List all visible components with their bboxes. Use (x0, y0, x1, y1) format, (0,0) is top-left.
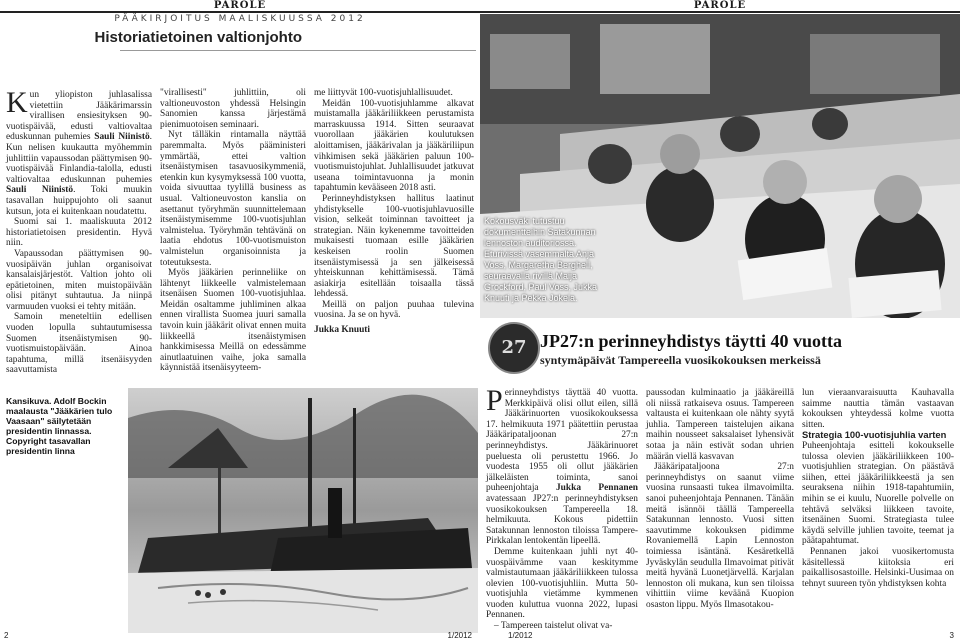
col3-para-4: Meillä on paljon puuhaa tulevina vuosina. Ja se on hyvä. (314, 299, 474, 321)
section-label: PÄÄKIRJOITUS MAALISKUUSSA 2012 (114, 14, 366, 24)
strategy-subheading: Strategia 100-vuotisjuhlia varten (802, 429, 947, 441)
article-col1-text-2: avatessaan JP27:n perinneyhdistyksen vuosikokouksen Tampereella 18. helmikuuta. Kokous pidettiin Satakunnan lennoston tiloissa Tampere-Pirkkalan lentokentän lipeellä. (486, 493, 638, 547)
article-col3-para-2: Puheenjohtaja esitteli kokoukselle tulossa olevien jääkäriliikkeen 100-vuotisjuhlien strategian. On päästävä siihen, ettei jääkäriliikkeestä ja sen seuraksena niihin 1918-tapahtumiin, mihin se ei kuulu, Nuorelle polvelle on tehtävä selväksi liikkeen tavoite, itsenäinen Suomi. Strategiasta tulee käydä selville juhlien tavoite, teemat ja päätapahtumat. (802, 440, 954, 547)
meeting-photo-image (480, 14, 960, 318)
painting-svg (128, 388, 478, 633)
article-title: JP27:n perinneyhdistys täytti 40 vuotta (540, 331, 843, 351)
masthead-left: PAROLE (0, 0, 480, 13)
editorial-col-1 (6, 86, 152, 376)
cover-painting-image (128, 388, 478, 633)
col1-text: un yliopiston juhlasalissa vietettiin Jääkärimarssin virallisen ensiesityksen 90-vuotispäivää, edusti valtiovaltaa eduskunnan puhemies (6, 90, 152, 143)
right-page (480, 0, 960, 643)
col2-para-2: Nyt tälläkin rintamalla näyttää paremmalta. Myös pääministeri ymmärtää, ettei valtion itsenäistymisen tasavuosikymmeniä, etenkin kun kysymyksessä 100 vuotta, voida sivuuttaa tyylillä business as usual. Valtioneuvoston kanslia on asettanut työryhmän suunnittelemaan itsenäistymisemme 100-vuotisjuhlan valmistelua. Työryhmän tehtävänä on laatia ehdotus 100-vuotismuiston valmistelun organisoinnista ja toteutuksesta. (160, 130, 306, 268)
name-niinisto-2: Sauli Niinistö (6, 185, 74, 196)
article-col2-para-1: paussodan kulminaatio ja jääkäreillä oli niissä ratkaiseva osuus. Tampereen valtausta ei kuitenkaan ole nähty syytä juhlia. Tampereen taistelujen aikana maihin nousseet saksalaiset lyhensivät sotaa ja näin estivät sodan uhrien määrän viellä kasvavan (646, 388, 794, 462)
dropcap-p: P (486, 384, 503, 417)
article-col1-text: erinneyhdistys täyttää 40 vuotta. Merkkipäivä olisi ollut eilen, sillä Jääkärinuorten vuosikokouksessa 17. helmikuuta 1971 päätettiin perustaa Jääkäripataljoonan 27:n perinneyhdistys. Jääkärinuoret pueluesta oli perustettu 1966. Jo vuodesta 1955 oli ollut jääkärien jälkeläisten toiminta, sanoi puheenjohtaja (486, 388, 638, 494)
col1-para-4: Samoin meneteltiin edellisen vuoden lopulla suhtautumisessa Suomen itsenäistymisen 90-vuotismuistopäivään. Ainoa tapahtuma, millä itsenäisyyden saavuttamista (6, 312, 152, 376)
col1-text-2: . Kun nelisen kuukautta myöhemmin juhlittiin vapaussodan päättymisen 90-vuotispäivää Finlandia-talolla, edusti valtiovaltaa eduskunnan puhemies (6, 132, 152, 185)
article-col1-para-2: Demme kuitenkaan juhli nyt 40-vuospäivämme vaan keskitymme valmistautumaan jääkäriliikkeen tulossa olevien 100-vuotisjuhliin. Mutta 50-vuotisjuhla vietämme kymmenen vuoden kuluttua vuonna 2022, lupasi Pennanen. (486, 546, 638, 621)
cover-caption: Kansikuva. Adolf Bockin maalausta "Jääkärien tulo Vaasaan" säilytetään presidentin linnassa. Copyright tasavallan presidentin linna (6, 396, 113, 456)
editorial-col-2 (160, 88, 306, 374)
col2-para-3: Myös jääkärien perinneliike on lähtenyt liikkeelle valmistelemaan itsenäisen Suomen 100-vuotisjuhlaa. Meidän osaltamme juhliminen alkaa ennen virallista Suomea juuri samalla tavoin kuin jääkärit olivat ennen muita liikkeellä itsenäistymisen hankkimisessa Meillä on edessämme ainutlaatuinen vaihe, joka samalla käynnistää itsenäisyyteem- (160, 268, 306, 374)
jp27-emblem-icon: 27 (488, 322, 540, 374)
col2-para-1: "virallisesti" juhlittiin, oli valtioneuvoston yhdessä Helsingin Sanomien kanssa järjestämä pienimuotoisen seminaari. (160, 88, 306, 130)
masthead-right: PAROLE (480, 0, 960, 13)
meeting-photo-caption: Kokousväki tutustuu dokumentteihin Satakunnan lennoston auditoriossa. Eturivissä vasemmalta Anja Voss, Margaretha Berghell, seuraavalla rivillä Maija Grockford, Paul Voss, Jukka Knuuti ja Pekka Jokela. (484, 216, 598, 303)
col1-para-2: Suomi sai 1. maaliskuuta 2012 historiatietoisen presidentin. Hyvä niin. (6, 217, 152, 249)
article-col2-para-2: Jääkäripataljoona 27:n perinneyhdistys on saanut viime vuosina runsaasti tukea ilmavoimilta. sanoi puheenjohtaja Pennanen. Tänään meitä isännöi täällä Tampereella Satakunnan lennosto. Vuosi sitten saavutimme kokouksen pidimme Rovaniemellä Lapin Lennoston toimiessa isäntänä. Kesäretkellä Jyväskylän seudulla Ilmavoimat pitivät meitä hyvänä Luonetjärvellä. Karjalan lennoston oli mukana, kun sen tiloissa vihittiin viime keväänä Kuopion osaston lippu. Myös Ilmasotakou- (646, 462, 794, 610)
article-col-3 (802, 388, 954, 589)
name-niinisto-1: Sauli Niinistö (94, 132, 150, 143)
page-number-left: 2 (4, 631, 9, 640)
page-number-right: 3 (949, 631, 954, 640)
article-col-2 (646, 388, 794, 610)
editorial-headline: Historiatietoinen valtionjohto (94, 29, 302, 46)
name-pennanen: Jukka Pennanen (555, 483, 638, 494)
col1-text-3: . Toki muukin tasavallan huippujohto oli saanut kutsun, jota ei kuitenkaan noudatettu. (6, 185, 152, 217)
article-col3-para-3: Pennanen jakoi vuosikertomusta käsitellessä kiitoksia eri paikallisosastoille. Helsinki-Uusimaa on tehnyt suureen työn yhdistyksen kohta (802, 546, 954, 589)
article-col3-para-1: lun vieraanvaraisuutta Kauhavalla saimme nauttia tämän vastaavan kokouksen yhteydessä kolme vuotta sitten. (802, 388, 954, 430)
article-subtitle: syntymäpäivät Tampereella vuosikokouksen merkeissä (540, 353, 821, 367)
editorial-col-3 (314, 88, 474, 336)
headline-rule (120, 50, 476, 51)
author-signature: Jukka Knuuti (314, 325, 371, 336)
dropcap: K (6, 86, 28, 119)
issue-left: 1/2012 (447, 631, 472, 640)
col1-para-3: Vapaussodan päättymisen 90-vuosipäivän juhlan organisoivat kansalaisjärjestöt. Valtion johto oli epätietoinen, miten muistopäivään olisi pitänyt suhtautua. Ja niinpä varmuuden vuoksi ei tehty mitään. (6, 248, 152, 312)
article-col1-para-3: – Tampereen taistelut olivat va- (494, 621, 613, 632)
col3-para-3: Perinneyhdistyksen hallitus laatinut yhdistykselle 100-vuotisjuhlavuosille vision, selkeät toiminnan tavoitteet ja strategian. Näin kykenemme tavoitteiden mukaisesti tuomaan esille jääkärien keskeisen roolin Suomen itsenäistymisessä ja sen jälkeisessä yhteiskunnan kehittämisessä. Tämä asiakirja esitellään toisaalla tässä lehdessä. (314, 193, 474, 300)
article-col-1 (486, 384, 638, 632)
col3-para-2: Meidän 100-vuotisjuhlamme alkavat muistamalla jääkäriliikkeen perustamista marraskuussa 1914. Sitten seuraavat vuorollaan jääkärien koulutuksen aloittamisen, jääkärivalan ja jääkäriliipun vihkimisen sekä jääkärien paluun 100-vuotismuistojuhlat. Juhlallisuudet jatkuvat useana toimintavuonna ja monin tapahtumin kevääseen 2018 asti. (314, 98, 474, 194)
issue-right: 1/2012 (508, 631, 533, 640)
col3-para-1: me liittyvät 100-vuotisjuhlallisuudet. (314, 88, 453, 98)
